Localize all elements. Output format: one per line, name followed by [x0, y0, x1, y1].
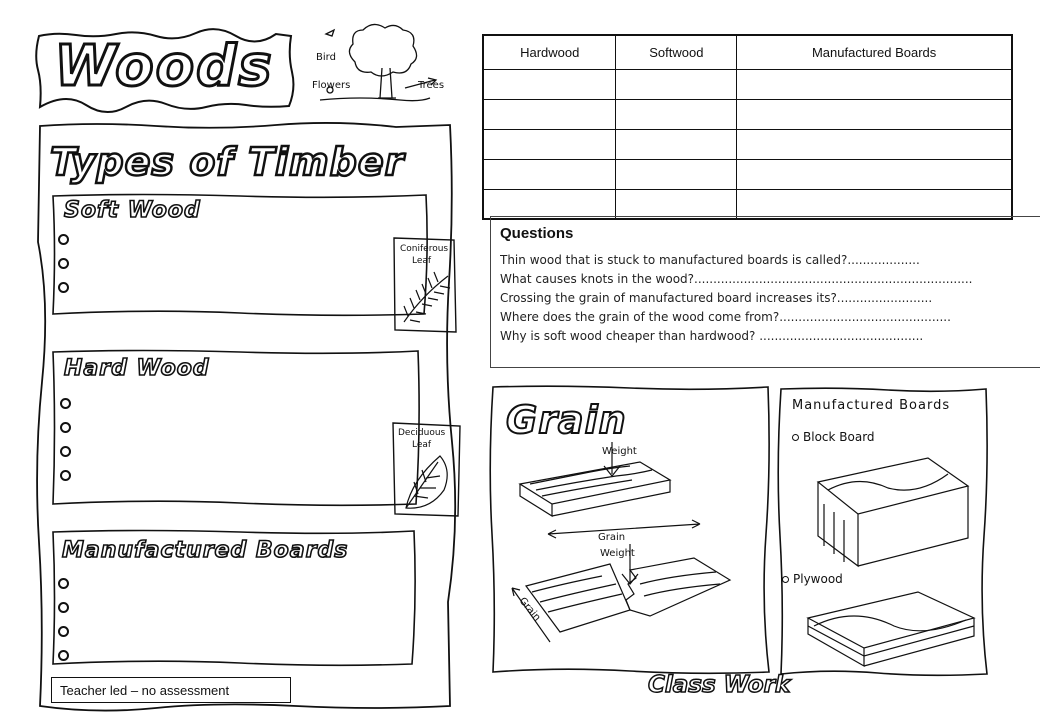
plywood-label: Plywood: [782, 572, 843, 586]
bullet: [58, 650, 69, 661]
table-cell[interactable]: [616, 69, 737, 99]
grain-label-weight-bottom: Weight: [600, 548, 635, 559]
bullet: [58, 602, 69, 613]
bullet: [60, 470, 71, 481]
question-item: Thin wood that is stuck to manufactured boards is called?...................: [500, 253, 920, 267]
woods-title: Woods: [54, 34, 274, 99]
table-cell[interactable]: [483, 69, 616, 99]
column-header-manufactured: Manufactured Boards: [737, 35, 1012, 69]
column-header-hardwood: Hardwood: [483, 35, 616, 69]
table-cell[interactable]: [616, 129, 737, 159]
table-row: [483, 159, 1012, 189]
bullet: [60, 398, 71, 409]
coniferous-label-2: Leaf: [412, 256, 432, 266]
table-cell[interactable]: [737, 129, 1012, 159]
questions-panel: [490, 216, 1040, 368]
grain-label-grain: Grain: [598, 532, 626, 543]
block-board-label: Block Board: [792, 430, 875, 444]
tree-illustration: [310, 18, 460, 118]
label-trees: Trees: [418, 80, 445, 91]
bullet: [58, 234, 69, 245]
soft-wood-bullets: [58, 234, 69, 306]
table-cell[interactable]: [737, 99, 1012, 129]
manufactured-boards-title: Manufactured Boards: [62, 538, 349, 563]
table-cell[interactable]: [483, 129, 616, 159]
question-item: Where does the grain of the wood come from?.............................................: [500, 310, 951, 324]
table-cell[interactable]: [737, 159, 1012, 189]
table-cell[interactable]: [483, 159, 616, 189]
table-row: [483, 99, 1012, 129]
column-header-softwood: Softwood: [616, 35, 737, 69]
table-cell[interactable]: [616, 189, 737, 219]
wood-comparison-table: [482, 34, 1013, 220]
questions-heading: Questions: [500, 225, 574, 242]
table-cell[interactable]: [483, 99, 616, 129]
grain-label-weight-top: Weight: [602, 446, 637, 457]
label-flowers: Flowers: [312, 80, 351, 91]
bullet: [58, 258, 69, 269]
teacher-note: Teacher led – no assessment: [51, 677, 291, 703]
question-item: What causes knots in the wood?.........................................................................: [500, 272, 973, 286]
manufactured-panel-title: Manufactured Boards: [792, 398, 951, 413]
table-cell[interactable]: [737, 69, 1012, 99]
grain-label-side: Grain: [516, 595, 543, 624]
grain-title: Grain: [506, 398, 627, 442]
classwork-label: Class Work: [648, 672, 791, 698]
table-row: [483, 129, 1012, 159]
deciduous-label-1: Deciduous: [398, 428, 446, 438]
bullet: [782, 576, 789, 583]
manufactured-bullets: [58, 578, 69, 674]
soft-wood-title: Soft Wood: [64, 198, 201, 223]
table-cell[interactable]: [616, 159, 737, 189]
bullet: [60, 422, 71, 433]
table-cell[interactable]: [616, 99, 737, 129]
bullet: [60, 446, 71, 457]
bullet: [58, 626, 69, 637]
table-row: [483, 69, 1012, 99]
table-cell[interactable]: [737, 189, 1012, 219]
hard-wood-bullets: [60, 398, 71, 494]
bullet: [58, 578, 69, 589]
table-header-row: [483, 35, 1012, 69]
types-of-timber-heading: Types of Timber: [50, 140, 405, 184]
question-item: Why is soft wood cheaper than hardwood? ...........................................: [500, 329, 924, 343]
coniferous-label-1: Coniferous: [400, 244, 449, 254]
table-cell[interactable]: [483, 189, 616, 219]
question-item: Crossing the grain of manufactured board increases its?.........................: [500, 291, 933, 305]
bullet: [792, 434, 799, 441]
bullet: [58, 282, 69, 293]
table-row: [483, 189, 1012, 219]
hard-wood-title: Hard Wood: [64, 356, 210, 381]
label-bird: Bird: [316, 52, 336, 63]
deciduous-label-2: Leaf: [412, 440, 432, 450]
